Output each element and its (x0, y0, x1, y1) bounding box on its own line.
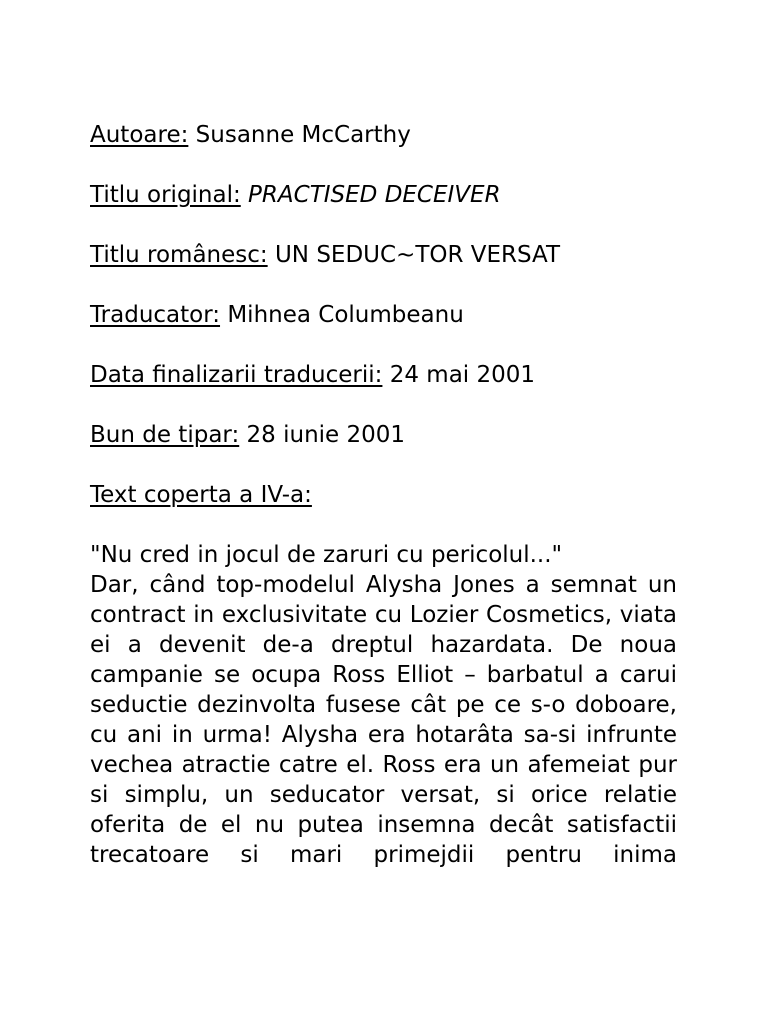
field-back-cover (90, 480, 677, 510)
field-original-title-label: Titlu original: (90, 182, 241, 208)
field-translation-date-value: 24 mai 2001 (382, 362, 536, 388)
blurb-quote: "Nu cred in jocul de zaruri cu pericolul..." (90, 542, 563, 568)
field-translator-value: Mihnea Columbeanu (220, 302, 464, 328)
field-translation-date (90, 360, 677, 390)
field-print-date-value: 28 iunie 2001 (239, 422, 406, 448)
field-print-date (90, 420, 677, 450)
blurb-paragraph: Dar, când top-modelul Alysha Jones a semnat un contract in exclusivitate cu Lozier Cosmetics, viata ei a devenit de-a dreptul hazardata. De noua campanie se ocupa Ross Elliot – barbatul a carui seductie dezinvolta fusese cât pe ce s-o doboare, cu ani in urma! Alysha era hotarâta sa-si infrunte vechea atractie catre el. Ross era un afemeiat pur si simplu, un seducator versat, si orice relatie oferita de el nu putea insemna decât satisfactii trecatoare si mari primejdii pentru inima (90, 572, 677, 868)
document-page (90, 120, 677, 870)
field-print-date-label: Bun de tipar: (90, 422, 240, 448)
field-author (90, 120, 677, 150)
field-original-title (90, 180, 677, 210)
field-romanian-title (90, 240, 677, 270)
back-cover-text (90, 540, 677, 870)
field-romanian-title-value: UN SEDUC~TOR VERSAT (267, 242, 561, 268)
field-romanian-title-label: Titlu românesc: (90, 242, 268, 268)
field-author-label: Autoare: (90, 122, 189, 148)
field-translator-label: Traducator: (90, 302, 221, 328)
field-author-value: Susanne McCarthy (188, 122, 411, 148)
field-translator (90, 300, 677, 330)
field-translation-date-label: Data finalizarii traducerii: (90, 362, 383, 388)
field-original-title-value: PRACTISED DECEIVER (240, 182, 501, 208)
field-back-cover-label: Text coperta a IV-a: (90, 482, 312, 508)
